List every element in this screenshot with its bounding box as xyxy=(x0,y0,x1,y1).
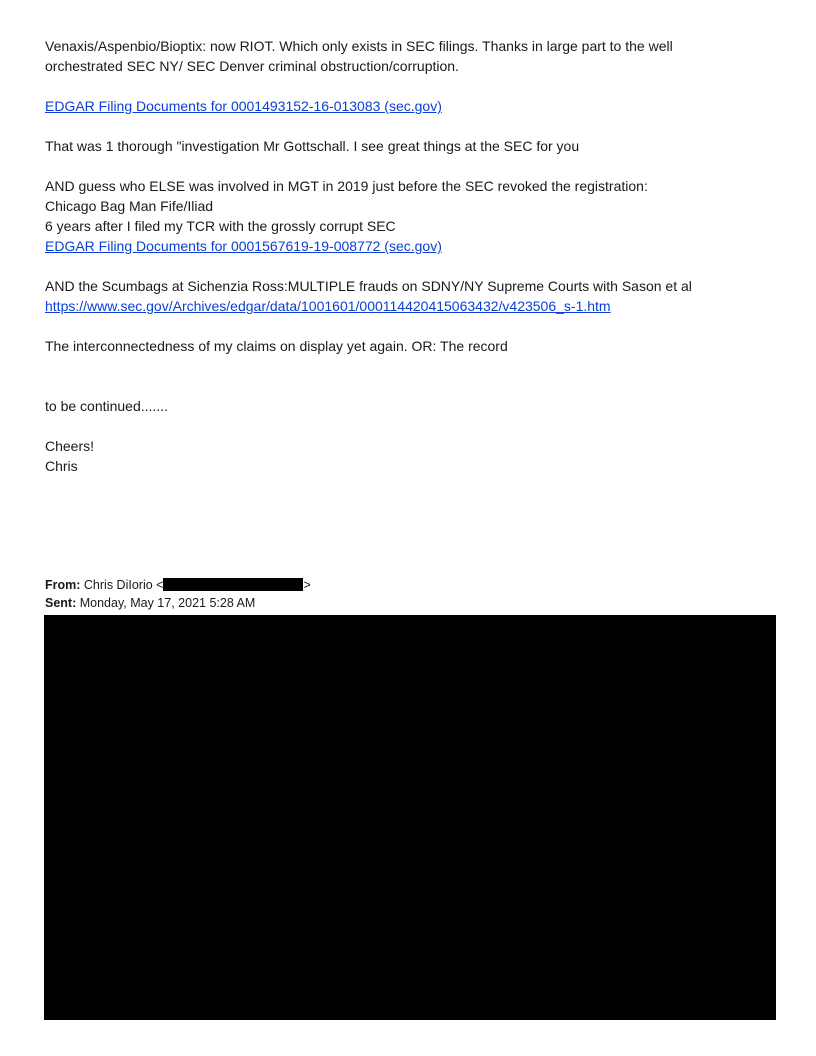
from-name: Chris DiIorio < xyxy=(83,578,164,592)
spacer xyxy=(45,316,765,336)
spacer xyxy=(45,116,765,136)
from-row xyxy=(45,576,765,594)
from-label: From: xyxy=(45,578,81,592)
sent-label: Sent: xyxy=(45,596,77,610)
paragraph-3-line-3: 6 years after I filed my TCR with the grossly corrupt SEC xyxy=(45,218,396,234)
redacted-block xyxy=(44,615,776,1020)
paragraph-3-line-2: Chicago Bag Man Fife/Iliad xyxy=(45,198,214,214)
email-header xyxy=(45,576,765,612)
sent-row xyxy=(45,594,765,612)
from-close: > xyxy=(303,578,311,592)
paragraph-6: to be continued....... xyxy=(45,398,168,414)
signature: Chris xyxy=(45,458,78,474)
spacer xyxy=(45,416,765,436)
paragraph-1-line-1: Venaxis/Aspenbio/Bioptix: now RIOT. Which only exists in SEC filings. Thanks in large part to the well xyxy=(45,38,673,54)
paragraph-1-line-2: orchestrated SEC NY/ SEC Denver criminal obstruction/corruption. xyxy=(45,58,459,74)
spacer xyxy=(45,256,765,276)
signoff: Cheers! xyxy=(45,438,95,454)
redacted-email-address xyxy=(163,578,303,591)
paragraph-2: That was 1 thorough "investigation Mr Gottschall. I see great things at the SEC for you xyxy=(45,138,580,154)
sent-value: Monday, May 17, 2021 5:28 AM xyxy=(79,596,256,610)
spacer xyxy=(45,356,765,376)
paragraph-4-line-1: AND the Scumbags at Sichenzia Ross:MULTIPLE frauds on SDNY/NY Supreme Courts with Sason et al xyxy=(45,278,692,294)
spacer xyxy=(45,156,765,176)
paragraph-5: The interconnectedness of my claims on display yet again. OR: The record xyxy=(45,338,508,354)
paragraph-3-line-1: AND guess who ELSE was involved in MGT in 2019 just before the SEC revoked the registration: xyxy=(45,178,648,194)
spacer xyxy=(45,376,765,396)
sec-archive-link[interactable]: https://www.sec.gov/Archives/edgar/data/1001601/000114420415063432/v423506_s-1.htm xyxy=(45,298,611,314)
spacer xyxy=(45,76,765,96)
edgar-link-2016[interactable]: EDGAR Filing Documents for 0001493152-16-013083 (sec.gov) xyxy=(45,98,442,114)
edgar-link-2019[interactable]: EDGAR Filing Documents for 0001567619-19-008772 (sec.gov) xyxy=(45,238,442,254)
email-body xyxy=(45,36,765,476)
